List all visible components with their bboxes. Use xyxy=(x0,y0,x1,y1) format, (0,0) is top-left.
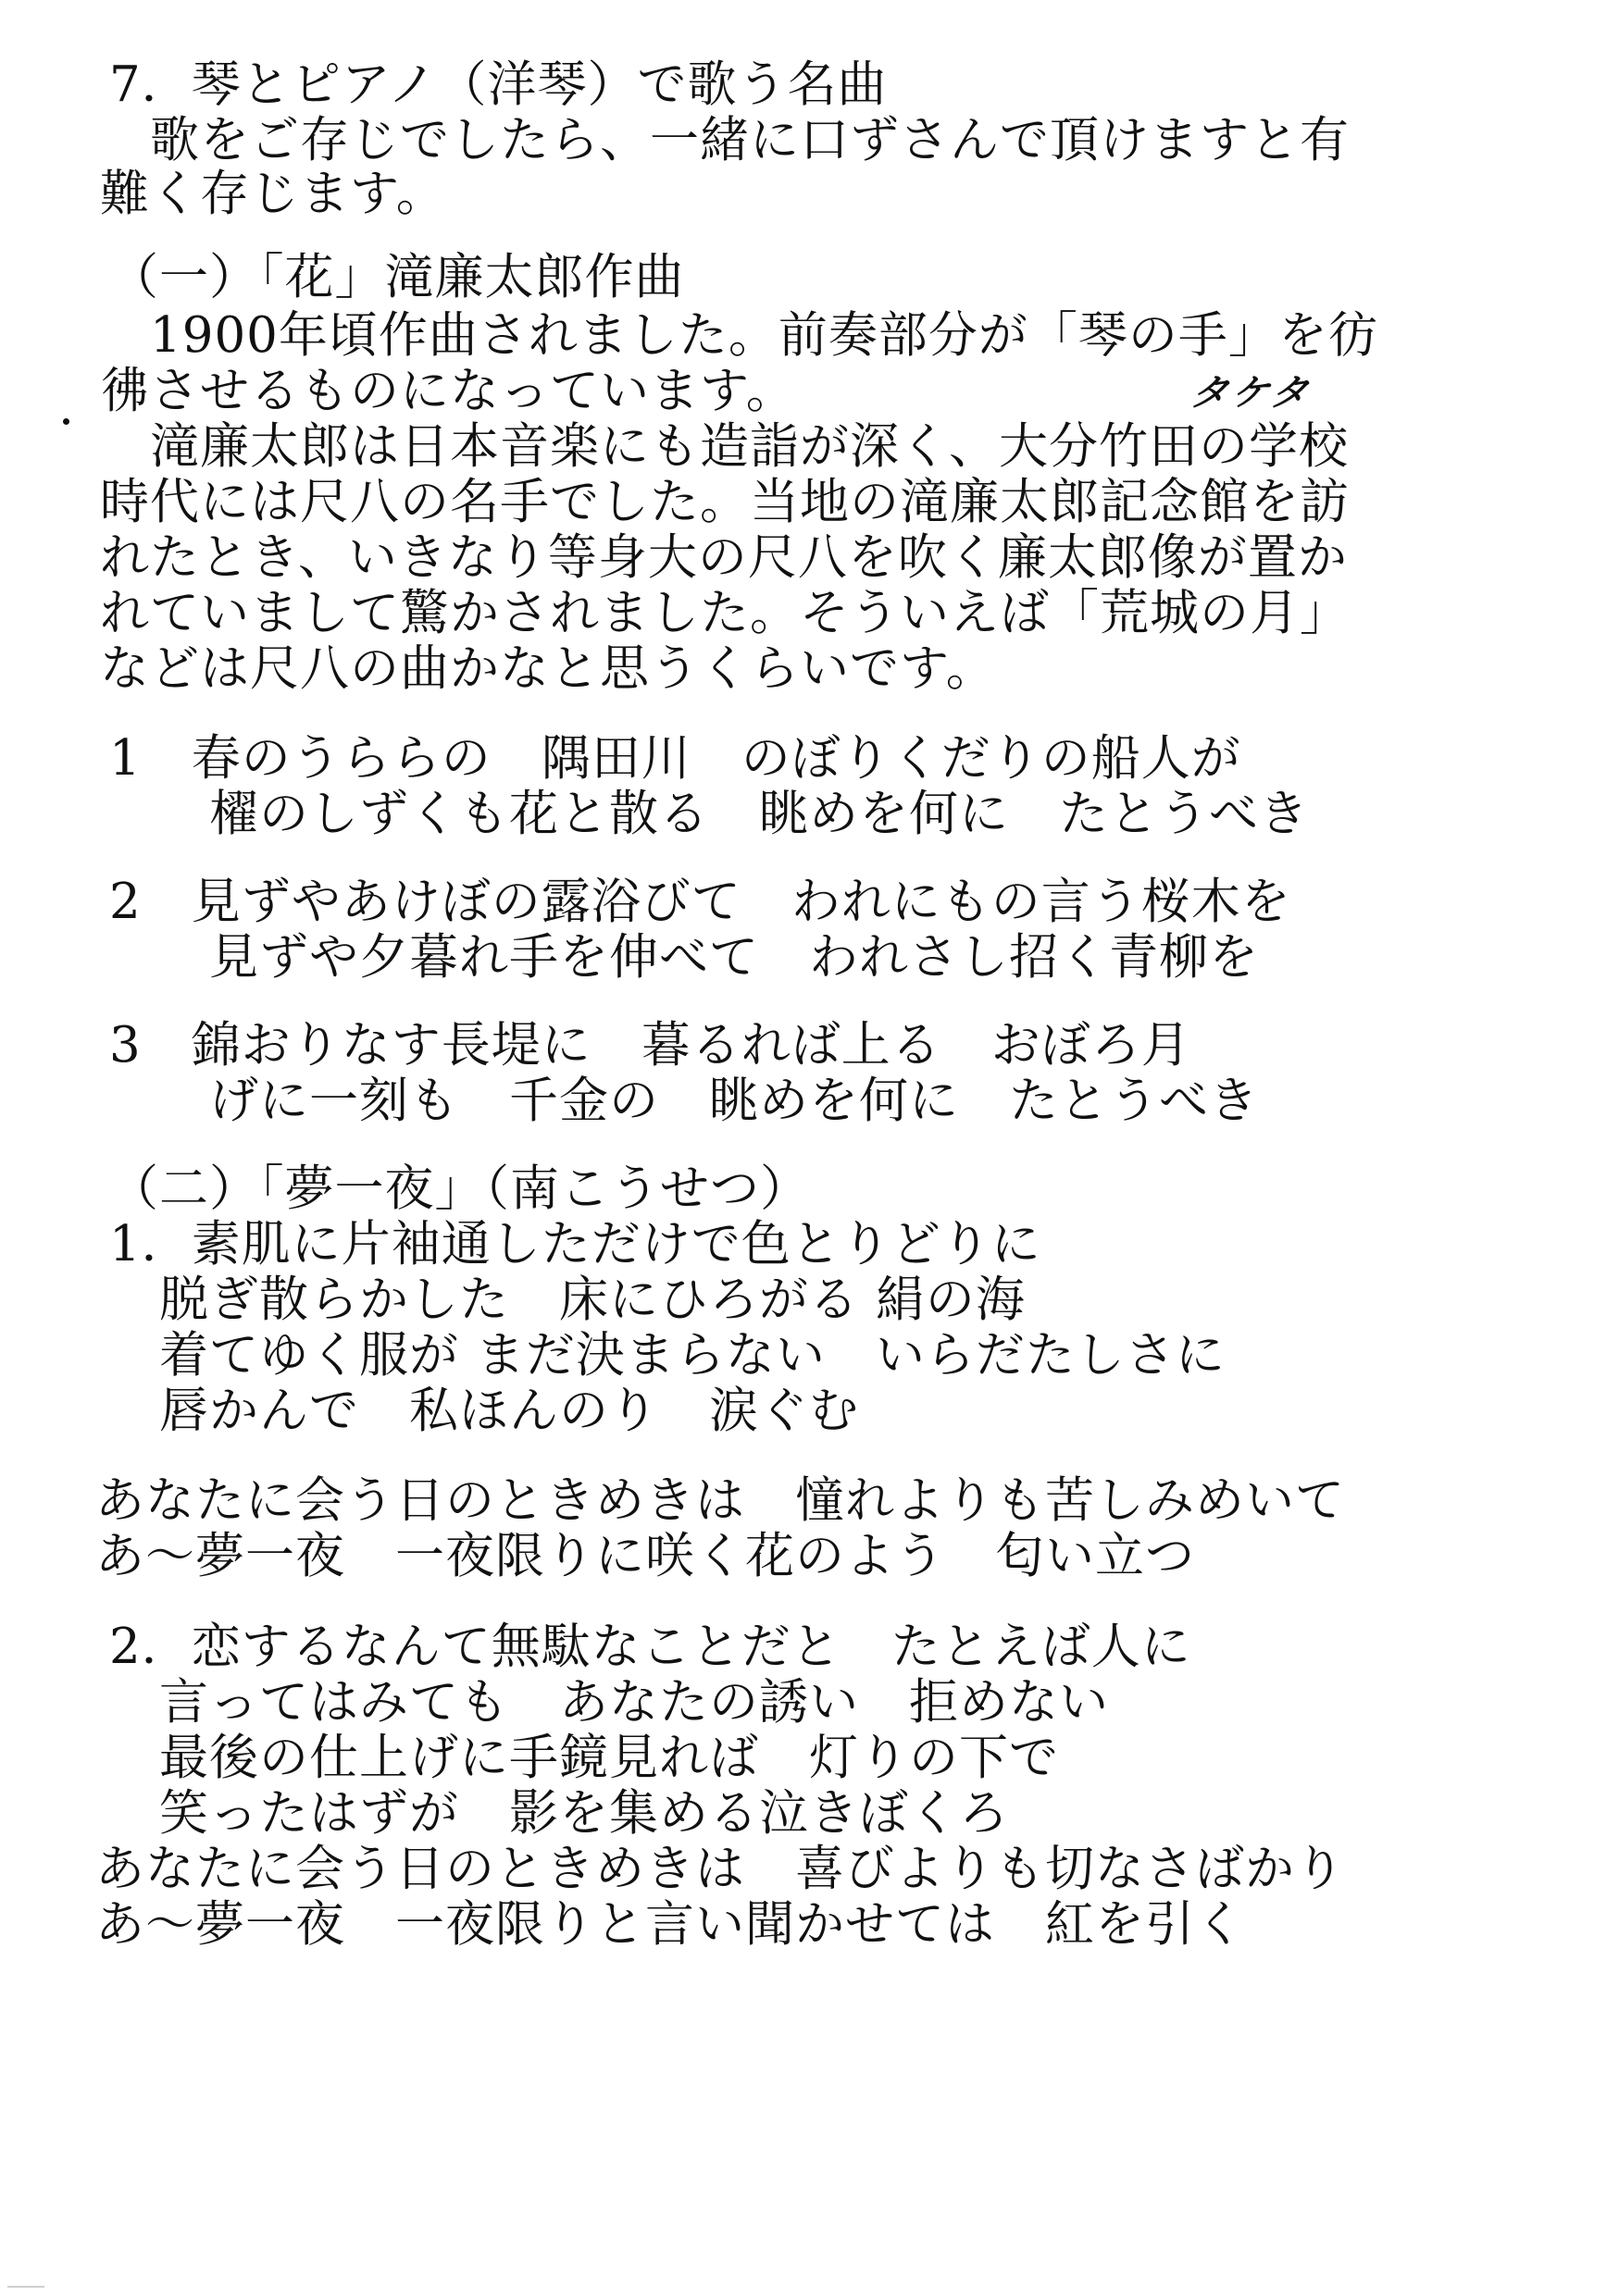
section1-paragraph-line: 1900年頃作曲されました。前奏部分が「琴の手」を彷 xyxy=(100,307,1378,364)
hana-verse-2-line-2: 見ずや夕暮れ手を伸べて われさし招く青柳を xyxy=(109,929,1259,986)
yume-chorus-1-line: あなたに会う日のときめきは 憧れよりも苦しみめいて xyxy=(95,1472,1345,1529)
handwritten-annotation: タケタ xyxy=(1188,372,1314,415)
section1-paragraph-line: れたとき、いきなり等身大の尺八を吹く廉太郎像が置か xyxy=(100,529,1348,586)
yume-chorus-1-line: あ～夢一夜 一夜限りに咲く花のよう 匂い立つ xyxy=(95,1528,1195,1584)
hana-verse-1-line-2: 櫂のしずくも花と散る 眺めを何に たとうべき xyxy=(109,786,1309,842)
yume-verse-2-line: 言ってはみても あなたの誘い 拒めない xyxy=(109,1674,1109,1731)
section1-paragraph-line: 時代には尺八の名手でした。当地の滝廉太郎記念館を訪 xyxy=(100,474,1350,530)
section1-paragraph-line: れていまして驚かされました。そういえば「荒城の月」 xyxy=(100,585,1350,641)
hana-verse-3-line-2: げに一刻も 千金の 眺めを何に たとうべき xyxy=(109,1073,1259,1129)
yume-verse-1-line: 唇かんで 私ほんのり 涙ぐむ xyxy=(109,1383,859,1439)
yume-verse-2-line: 2．恋するなんて無駄なことだと たとえば人に xyxy=(109,1619,1191,1675)
yume-verse-1-line: 脱ぎ散らかした 床にひろがる 絹の海 xyxy=(109,1272,1026,1328)
intro-line-1: 歌をご存じでしたら、一緒に口ずさんで頂けますと有 xyxy=(100,112,1350,168)
yume-verse-2-line: 笑ったはずが 影を集める泣きぼくろ xyxy=(109,1785,1009,1842)
scan-artifact xyxy=(7,2286,44,2288)
section1-paragraph-line: 滝廉太郎は日本音楽にも造詣が深く、大分竹田の学校 xyxy=(100,418,1349,475)
section1-paragraph-line: 彿させるものになっています。 xyxy=(100,363,796,419)
hana-verse-1-line-1: 1 春のうららの 隅田川 のぼりくだりの船人が xyxy=(109,730,1241,787)
section1-paragraph-line: などは尺八の曲かなと思うくらいです。 xyxy=(100,640,996,697)
yume-verse-2-line: 最後の仕上げに手鏡見れば 灯りの下で xyxy=(109,1730,1059,1786)
section2-title: （二）「夢一夜」（南こうせつ） xyxy=(109,1160,810,1217)
yume-chorus-2-line: あなたに会う日のときめきは 喜びよりも切なさばかり xyxy=(95,1841,1345,1897)
intro-line-2: 難く存じます。 xyxy=(100,166,446,222)
page-heading: 7．琴とピアノ（洋琴）で歌う名曲 xyxy=(109,56,888,113)
yume-verse-1-line: 1．素肌に片袖通しただけで色とりどりに xyxy=(109,1216,1041,1272)
yume-chorus-2-line: あ～夢一夜 一夜限りと言い聞かせては 紅を引く xyxy=(95,1896,1245,1953)
hana-verse-3-line-1: 3 錦おりなす長堤に 暮るれば上る おぼろ月 xyxy=(109,1017,1191,1074)
hana-verse-2-line-1: 2 見ずやあけぼの露浴びて われにもの言う桜木を xyxy=(109,874,1291,930)
section1-title: （一）「花」滝廉太郎作曲 xyxy=(109,249,685,305)
yume-verse-1-line: 着てゆく服が まだ決まらない いらだたしさに xyxy=(109,1327,1226,1384)
stray-mark xyxy=(63,418,69,425)
